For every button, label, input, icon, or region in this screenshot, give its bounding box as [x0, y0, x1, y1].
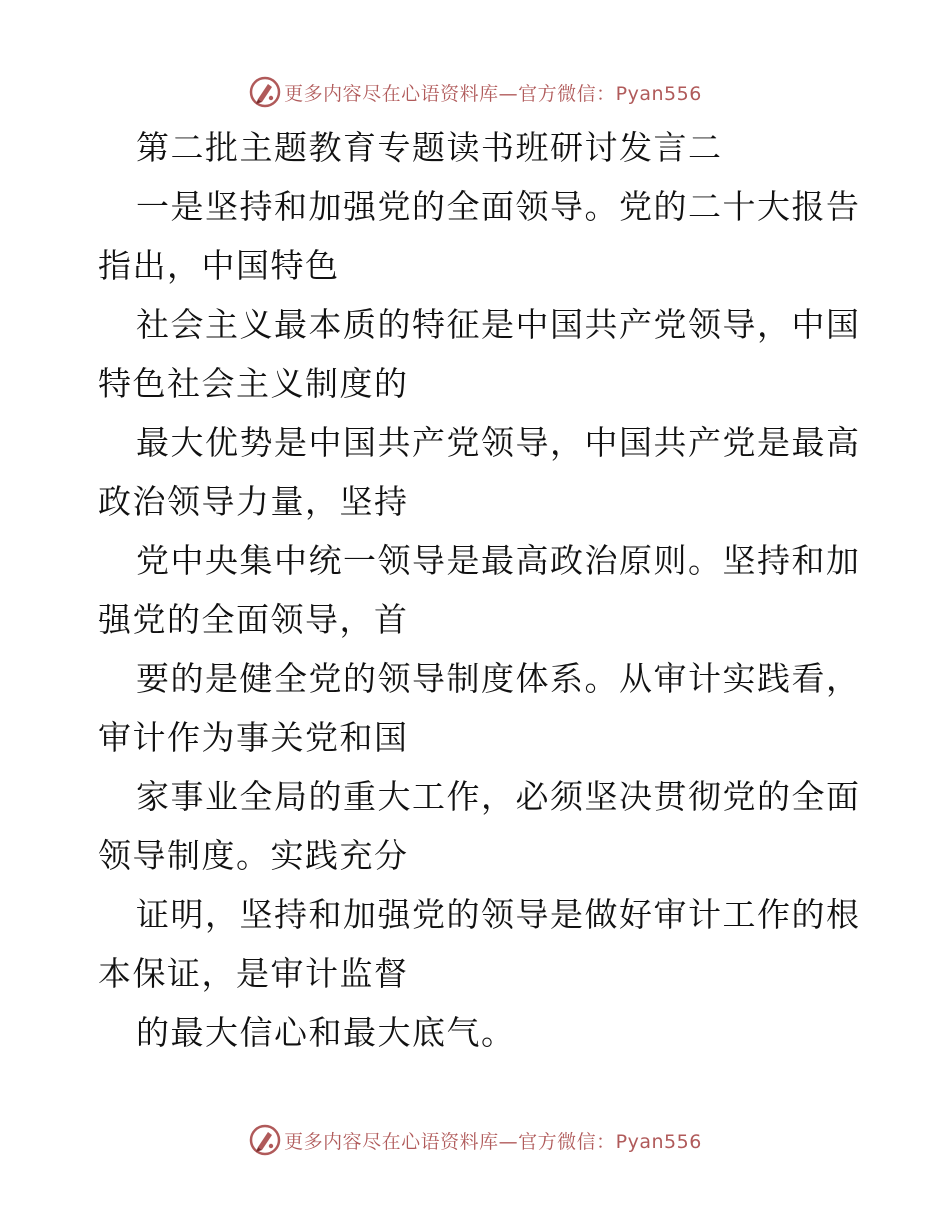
paragraph-line: 社会主义最本质的特征是中国共产党领导，中国	[136, 305, 861, 344]
paragraph-line: 家事业全局的重大工作，必须坚决贯彻党的全面	[136, 777, 861, 816]
paragraph-line: 政治领导力量，坚持	[98, 482, 409, 521]
paragraph-line: 本保证，是审计监督	[98, 954, 409, 993]
paragraph-line: 强党的全面领导，首	[98, 600, 409, 639]
footer-banner-text: 更多内容尽在心语资料库—官方微信：Pyan556	[284, 1130, 702, 1153]
paragraph-line: 审计作为事关党和国	[98, 718, 409, 757]
document-body	[98, 118, 861, 1062]
pen-logo-icon	[248, 1123, 282, 1157]
paragraph-line: 最大优势是中国共产党领导，中国共产党是最高	[136, 423, 861, 462]
paragraph-line: 特色社会主义制度的	[98, 364, 409, 403]
pen-logo-icon	[248, 75, 282, 109]
paragraph-line: 要的是健全党的领导制度体系。从审计实践看，	[136, 659, 861, 698]
footer-banner	[0, 1120, 950, 1160]
paragraph-line: 的最大信心和最大底气。	[136, 1013, 516, 1052]
header-banner	[0, 72, 950, 112]
paragraph-line: 一是坚持和加强党的全面领导。党的二十大报告	[136, 187, 861, 226]
paragraph-line: 证明，坚持和加强党的领导是做好审计工作的根	[136, 895, 861, 934]
header-banner-text: 更多内容尽在心语资料库—官方微信：Pyan556	[284, 82, 702, 105]
document-title: 第二批主题教育专题读书班研讨发言二	[136, 128, 723, 167]
paragraph-line: 指出，中国特色	[98, 246, 340, 285]
paragraph-line: 领导制度。实践充分	[98, 836, 409, 875]
paragraph-line: 党中央集中统一领导是最高政治原则。坚持和加	[136, 541, 861, 580]
